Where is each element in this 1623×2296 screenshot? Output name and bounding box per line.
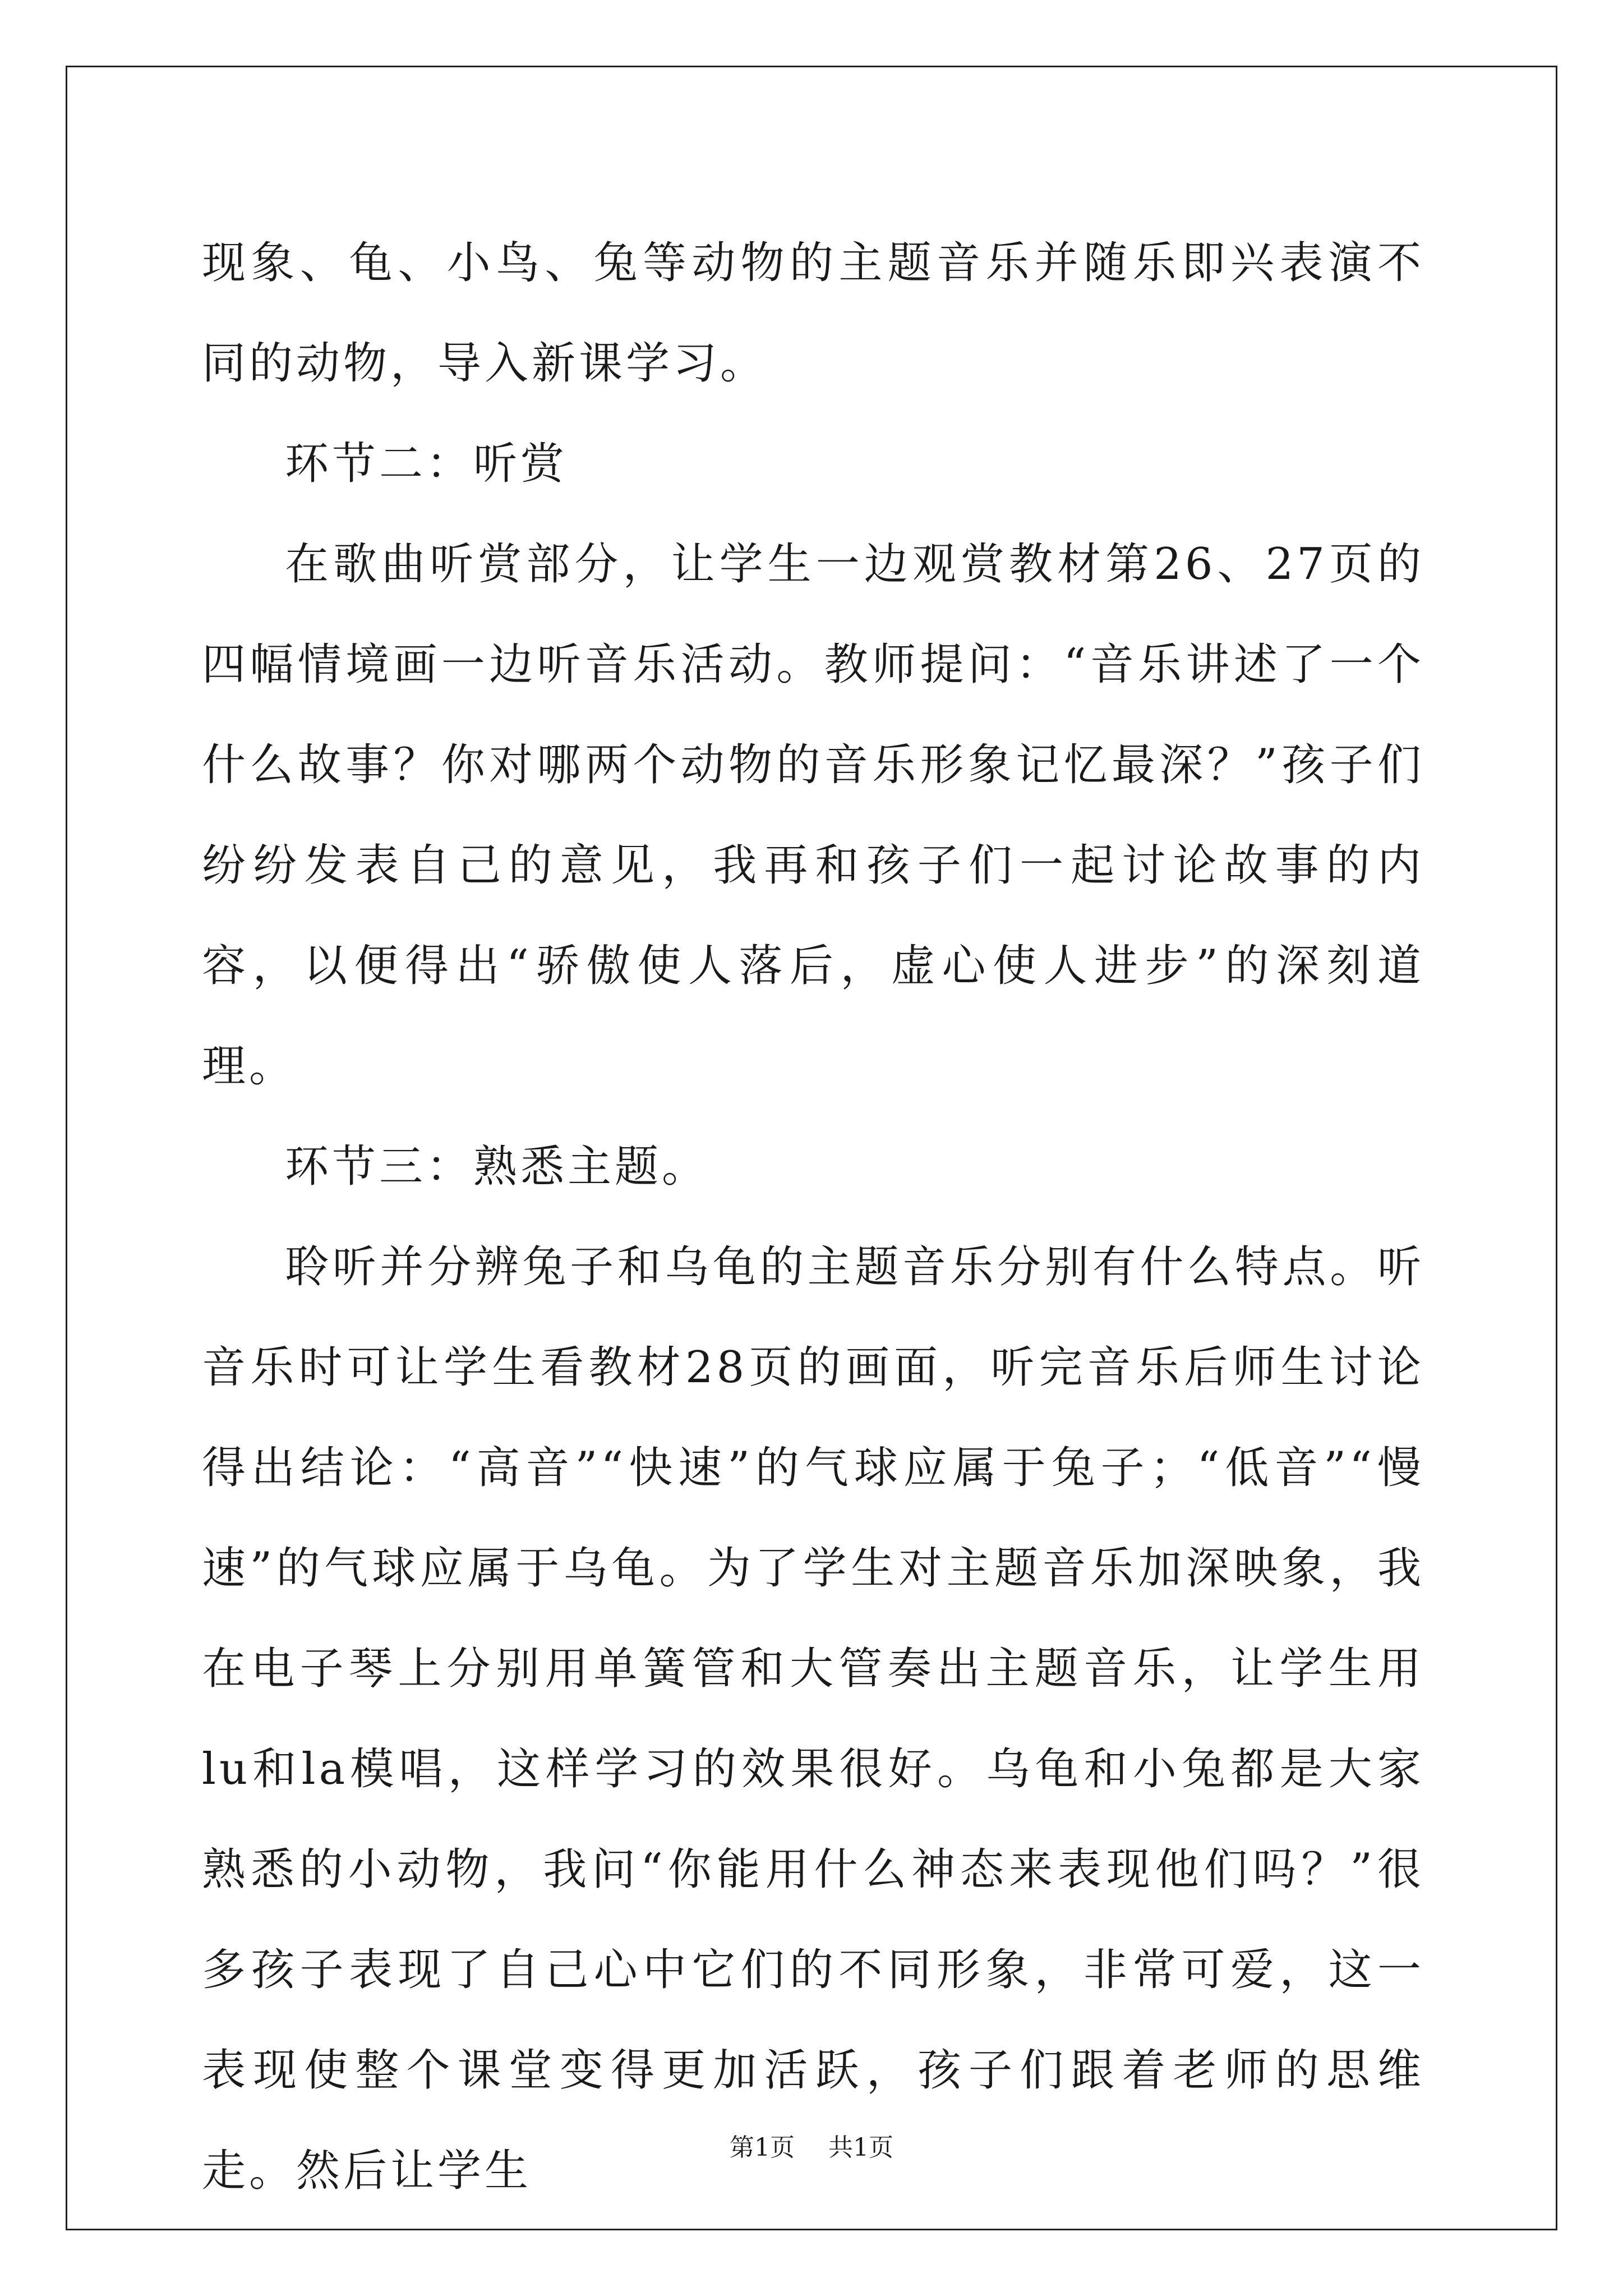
paragraph-intro: 现象、龟、小鸟、兔等动物的主题音乐并随乐即兴表演不同的动物，导入新课学习。 — [202, 238, 1424, 389]
document-body — [202, 213, 1424, 2221]
page-number: 第1页 — [730, 2133, 795, 2162]
paragraph-section-two-heading: 环节二：听赏 — [285, 439, 568, 489]
paragraph-theme-familiarization: 聆听并分辨兔子和乌龟的主题音乐分别有什么特点。听音乐时可让学生看教材28页的画面，听完音乐后师生讨论得出结论：“高音”“快速”的气球应属于兔子；“低音”“慢速”的气球应属于乌龟。为了学生对主题音乐加深映象，我在电子琴上分别用单簧管和大管奏出主题音乐，让学生用lu和la模唱，这样学习的效果很好。乌龟和小兔都是大家熟悉的小动物，我问“你能用什么神态来表现他们吗？”很多孩子表现了自己心中它们的不同形象，非常可爱，这一表现使整个课堂变得更加活跃，孩子们跟着老师的思维走。然后让学生 — [202, 1242, 1424, 2196]
page-footer — [0, 2131, 1623, 2165]
paragraph-listening: 在歌曲听赏部分，让学生一边观赏教材第26、27页的四幅情境画一边听音乐活动。教师提问：“音乐讲述了一个什么故事？你对哪两个动物的音乐形象记忆最深？”孩子们纷纷发表自己的意见，我再和孩子们一起讨论故事的内容，以便得出“骄傲使人落后，虚心使人进步”的深刻道理。 — [202, 539, 1424, 1092]
page-total: 共1页 — [828, 2133, 893, 2162]
paragraph-section-three-heading: 环节三：熟悉主题。 — [285, 1142, 709, 1192]
